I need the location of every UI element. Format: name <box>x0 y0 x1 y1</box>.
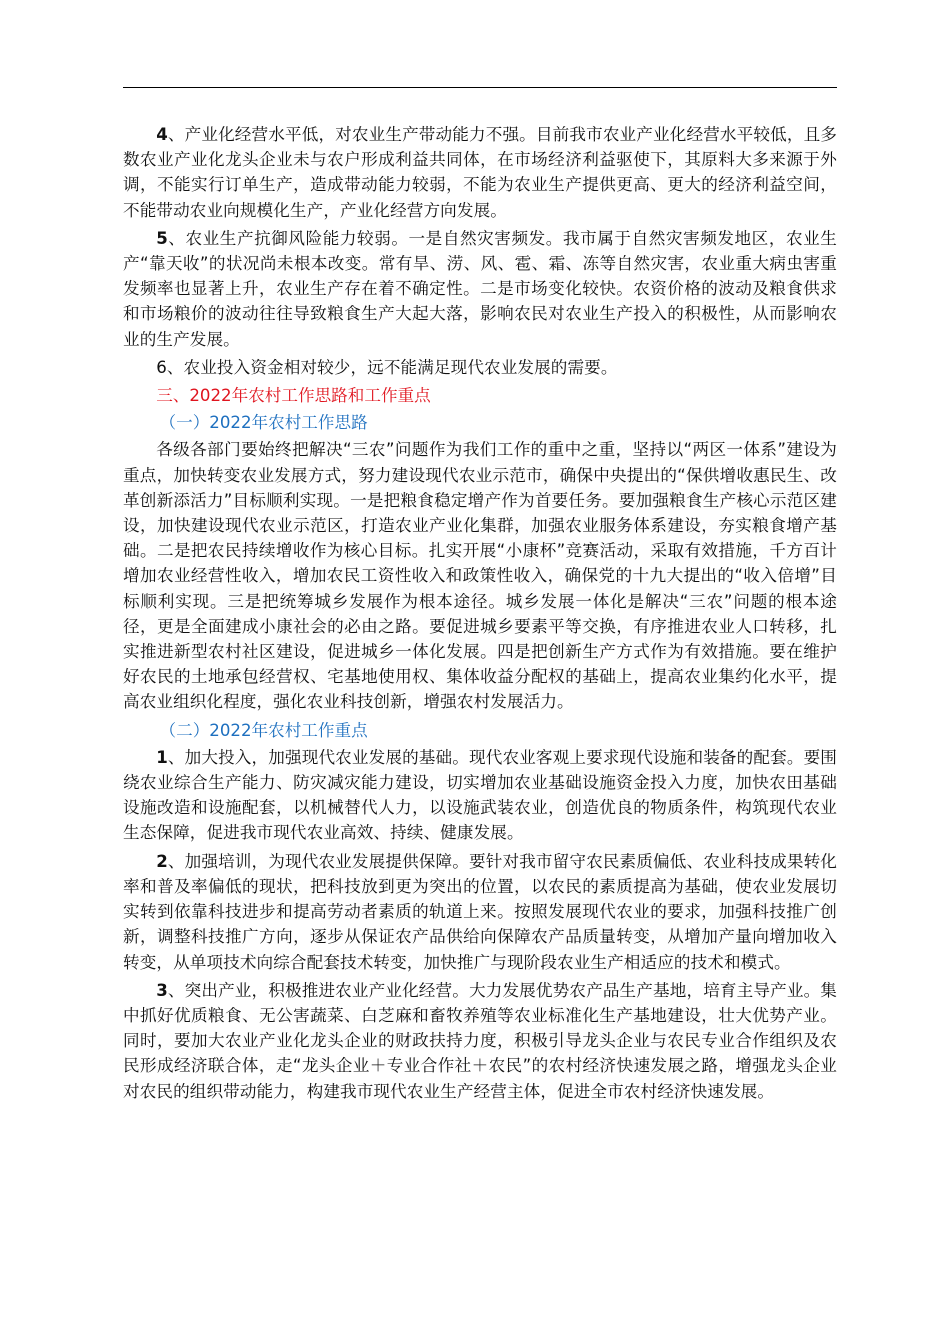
document-body <box>123 122 837 1107</box>
paragraph-text: 、产业化经营水平低，对农业生产带动能力不强。目前我市农业产业化经营水平较低，且多数农业产业化龙头企业未与农户形成利益共同体，在市场经济利益驱使下，其原料大多来源于外调，不能实行订单生产，造成带动能力较弱，不能为农业生产提供更高、更大的经济利益空间，不能带动农业向规模化生产，产业化经营方向发展。 <box>123 125 837 220</box>
section-heading-main: 三、2022年农村工作思路和工作重点 <box>156 386 431 406</box>
item-number: 2 <box>156 851 168 871</box>
paragraph-item-6 <box>123 355 837 380</box>
paragraph-item-5 <box>123 226 837 352</box>
paragraph-item-4 <box>123 122 837 223</box>
subsection-heading-work-ideas: （一）2022年农村工作思路 <box>159 413 368 433</box>
item-number: 1 <box>156 747 168 767</box>
paragraph-text: 、农业生产抗御风险能力较弱。一是自然灾害频发。我市属于自然灾害频发地区，农业生产“靠天收”的状况尚未根本改变。常有旱、涝、风、雹、霜、冻等自然灾害，农业重大病虫害重发频率也显著上升，农业生产存在着不确定性。二是市场变化较快。农资价格的波动及粮食供求和市场粮价的波动往往导致粮食生产大起大落，影响农民对农业生产投入的积极性，从而影响农业的生产发展。 <box>123 228 837 349</box>
paragraph-text: 、加强培训，为现代农业发展提供保障。要针对我市留守农民素质偏低、农业科技成果转化率和普及率偏低的现状，把科技放到更为突出的位置，以农民的素质提高为基础，使农业发展切实转到依靠科技进步和提高劳动者素质的轨道上来。按照发展现代农业的要求，加强科技推广创新，调整科技推广方向，逐步从保证农产品供给向保障农产品质量转变，从增加产量向增加收入转变，从单项技术向综合配套技术转变，加快推广与现阶段农业生产相适应的技术和模式。 <box>123 851 837 972</box>
paragraph-priority-3 <box>123 978 837 1104</box>
header-rule <box>123 87 837 88</box>
item-number: 5 <box>156 228 168 248</box>
item-number: 4 <box>156 125 168 144</box>
paragraph-work-ideas: 各级各部门要始终把解决“三农”问题作为我们工作的重中之重，坚持以“两区一体系”建设为重点，加快转变农业发展方式，努力建设现代农业示范市，确保中央提出的“保供增收惠民生、改革创新添活力”目标顺利实现。一是把粮食稳定增产作为首要任务。要加强粮食生产核心示范区建设，加快建设现代农业示范区，打造农业产业化集群，加强农业服务体系建设，夯实粮食增产基础。二是把农民持续增收作为核心目标。扎实开展“小康杯”竞赛活动，采取有效措施，千方百计增加农业经营性收入，增加农民工资性收入和政策性收入，确保党的十九大提出的“收入倍增”目标顺利实现。三是把统筹城乡发展作为根本途径。城乡发展一体化是解决“三农”问题的根本途径，更是全面建成小康社会的必由之路。要促进城乡要素平等交换，有序推进农业人口转移，扎实推进新型农村社区建设，促进城乡一体化发展。四是把创新生产方式作为有效措施。要在维护好农民的土地承包经营权、宅基地使用权、集体收益分配权的基础上，提高农业集约化水平，提高农业组织化程度，强化农业科技创新，增强农村发展活力。 <box>123 440 837 712</box>
paragraph-text: 6、农业投入资金相对较少，远不能满足现代农业发展的需要。 <box>156 357 618 377</box>
paragraph-text: 、加大投入，加强现代农业发展的基础。现代农业客观上要求现代设施和装备的配套。要围绕农业综合生产能力、防灾减灾能力建设，切实增加农业基础设施资金投入力度，加快农田基础设施改造和设施配套，以机械替代人力，以设施武装农业，创造优良的物质条件，构筑现代农业生态保障，促进我市现代农业高效、持续、健康发展。 <box>123 747 837 843</box>
item-number: 3 <box>156 980 168 1000</box>
paragraph-priority-2 <box>123 849 837 975</box>
paragraph-text: 、突出产业，积极推进农业产业化经营。大力发展优势农产品生产基地，培育主导产业。集中抓好优质粮食、无公害蔬菜、白芝麻和畜牧养殖等农业标准化生产基地建设，壮大优势产业。同时，要加大农业产业化龙头企业的财政扶持力度，积极引导龙头企业与农民专业合作组织及农民形成经济联合体，走“龙头企业＋专业合作社＋农民”的农村经济快速发展之路，增强龙头企业对农民的组织带动能力，构建我市现代农业生产经营主体，促进全市农村经济快速发展。 <box>123 980 837 1101</box>
paragraph-priority-1 <box>123 745 837 846</box>
subsection-heading-work-priorities: （二）2022年农村工作重点 <box>159 720 368 740</box>
